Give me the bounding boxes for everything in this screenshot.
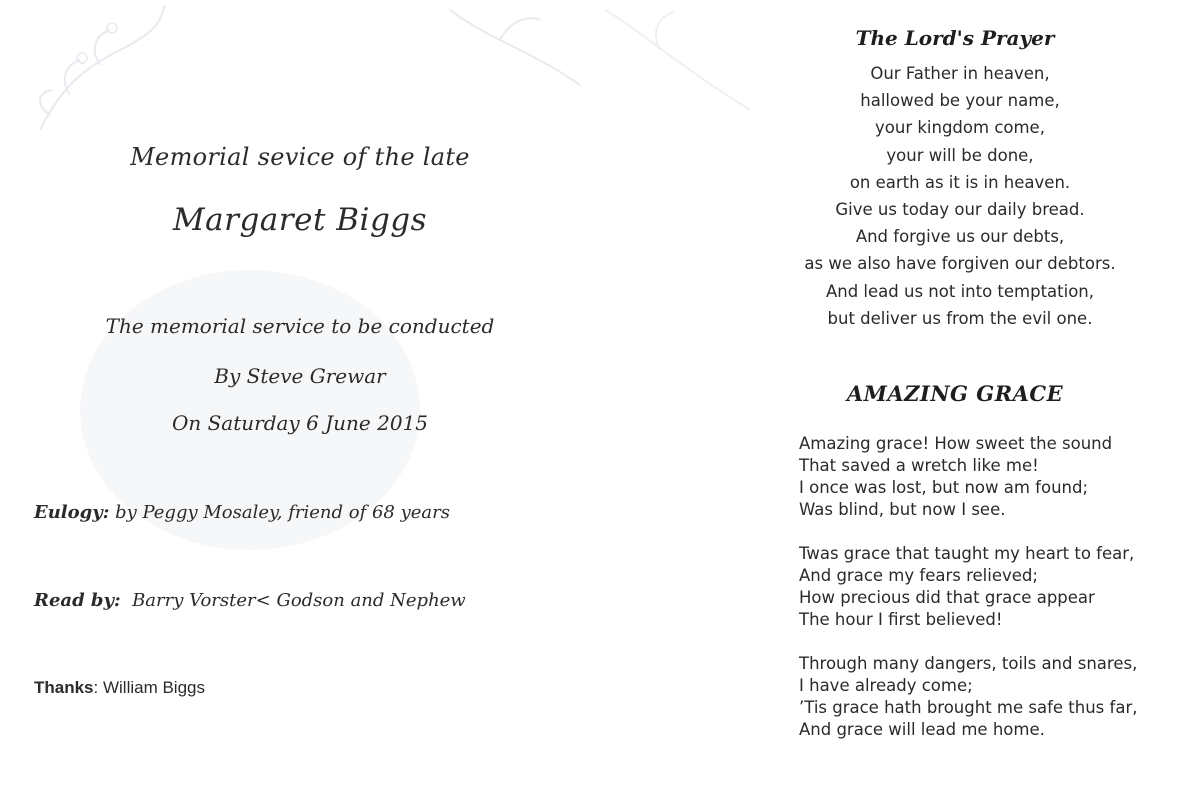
hymn-line: I once was lost, but now am found; bbox=[799, 478, 1089, 497]
hymn-line: Amazing grace! How sweet the sound bbox=[799, 434, 1113, 453]
eulogy-text: by Peggy Mosaley, friend of 68 years bbox=[109, 502, 450, 523]
thanks-label: Thanks bbox=[34, 678, 94, 697]
hymn-line: Was blind, but now I see. bbox=[799, 500, 1006, 519]
prayer-line: on earth as it is in heaven. bbox=[849, 172, 1071, 192]
hymn-line: The hour I first believed! bbox=[799, 610, 1003, 629]
hymn-line: And grace will lead me home. bbox=[799, 720, 1045, 739]
prayer-line: And lead us not into temptation, bbox=[825, 281, 1095, 301]
hymn-verse bbox=[799, 653, 1189, 741]
read-by-label: Read by: bbox=[34, 590, 121, 611]
prayer-line: as we also have forgiven our debtors. bbox=[804, 254, 1116, 274]
hymn-line: And grace my fears relieved; bbox=[799, 566, 1038, 585]
deceased-name: Margaret Biggs bbox=[172, 202, 428, 238]
thanks-text: : William Biggs bbox=[93, 678, 205, 697]
hymn-line: Twas grace that taught my heart to fear, bbox=[799, 544, 1135, 563]
officiant-line: By Steve Grewar bbox=[214, 364, 386, 388]
prayer-line: your will be done, bbox=[886, 145, 1034, 165]
thanks-line bbox=[34, 678, 205, 698]
hymn-text bbox=[799, 433, 1189, 763]
prayer-line: but deliver us from the evil one. bbox=[827, 308, 1093, 328]
hymn-verse bbox=[799, 433, 1189, 521]
hymn-line: I have already come; bbox=[799, 676, 973, 695]
prayer-line: And forgive us our debts, bbox=[855, 227, 1065, 247]
hymn-line: Through many dangers, toils and snares, bbox=[799, 654, 1138, 673]
prayer-line: your kingdom come, bbox=[875, 118, 1045, 138]
prayer-title: The Lord's Prayer bbox=[855, 26, 1055, 50]
service-line: The memorial service to be conducted bbox=[105, 314, 495, 338]
read-by-line bbox=[34, 590, 466, 611]
read-by-text: Barry Vorster< Godson and Nephew bbox=[120, 590, 466, 611]
vine-watermark-icon bbox=[600, 0, 760, 120]
leaf-watermark-icon bbox=[440, 0, 590, 90]
eulogy-label: Eulogy: bbox=[34, 502, 110, 523]
eulogy-line bbox=[34, 502, 450, 523]
prayer-line: hallowed be your name, bbox=[860, 91, 1060, 111]
hymn-title: AMAZING GRACE bbox=[846, 381, 1064, 406]
prayer-text bbox=[760, 60, 1160, 332]
service-date: On Saturday 6 June 2015 bbox=[171, 411, 429, 435]
hymn-line: That saved a wretch like me! bbox=[799, 456, 1039, 475]
memorial-title: Memorial sevice of the late bbox=[130, 143, 470, 171]
prayer-line: Give us today our daily bread. bbox=[835, 200, 1085, 220]
hymn-verse bbox=[799, 543, 1189, 631]
hymn-line: ’Tis grace hath brought me safe thus far, bbox=[799, 698, 1138, 717]
prayer-line: Our Father in heaven, bbox=[870, 64, 1050, 83]
hymn-line: How precious did that grace appear bbox=[799, 588, 1095, 607]
floral-watermark-icon bbox=[30, 0, 170, 140]
